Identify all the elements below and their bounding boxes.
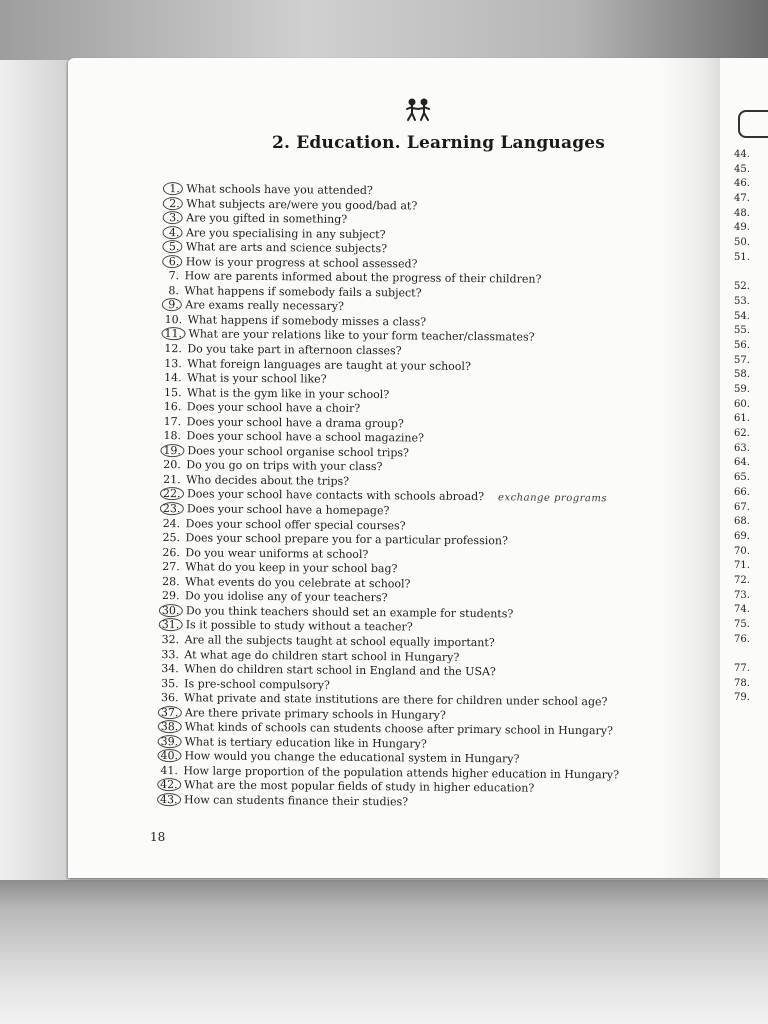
next-page-number: 45. bbox=[734, 163, 750, 175]
next-page-number: 78. bbox=[734, 677, 750, 689]
next-page-number: 50. bbox=[734, 237, 750, 249]
scan-shadow-top bbox=[0, 0, 768, 62]
question-text: Are you specialising in any subject? bbox=[182, 225, 386, 241]
question-text: What private and state institutions are there for children under school age? bbox=[180, 691, 608, 709]
question-number: 18. bbox=[163, 429, 182, 443]
question-number: 26. bbox=[162, 545, 181, 559]
question-number: 28. bbox=[162, 574, 180, 588]
next-page-number: 56. bbox=[734, 339, 750, 351]
circled-question-number: 37. bbox=[158, 706, 182, 719]
next-page-number: 76. bbox=[734, 633, 750, 645]
question-list bbox=[154, 182, 660, 812]
question-text: At what age do children start school in Hungary? bbox=[180, 647, 460, 664]
next-page-number: 65. bbox=[734, 472, 750, 484]
question-text: How are parents informed about the progress of their children? bbox=[181, 269, 542, 286]
next-page-number: 67. bbox=[734, 501, 750, 513]
next-page-number: 48. bbox=[734, 207, 750, 219]
circled-question-number: 4. bbox=[162, 226, 182, 239]
next-page-number: 73. bbox=[734, 589, 750, 601]
next-page-number: 52. bbox=[734, 281, 750, 293]
question-text: Do you go on trips with your class? bbox=[182, 458, 383, 474]
question-number: 10. bbox=[164, 312, 183, 327]
next-page-number: 66. bbox=[734, 486, 750, 498]
next-page-number: 79. bbox=[734, 692, 750, 704]
question-number: 35. bbox=[161, 676, 179, 690]
next-page-number: 57. bbox=[734, 354, 750, 366]
next-page-edge bbox=[730, 110, 768, 720]
question-number: 15. bbox=[163, 385, 182, 399]
question-text: What schools have you attended? bbox=[182, 182, 373, 198]
next-page-number: 53. bbox=[734, 295, 750, 307]
circled-question-number: 40. bbox=[157, 749, 181, 762]
question-number: 7. bbox=[168, 269, 180, 283]
next-page-number: 47. bbox=[734, 193, 750, 205]
question-number: 41. bbox=[160, 763, 178, 778]
next-page-number: 70. bbox=[734, 545, 750, 557]
circled-question-number: 19. bbox=[160, 444, 184, 457]
scan-shadow-left bbox=[0, 60, 70, 890]
question-text: Are there private primary schools in Hungary? bbox=[181, 705, 446, 722]
circled-question-number: 11. bbox=[161, 327, 185, 340]
question-text: Are you gifted in something? bbox=[182, 211, 348, 226]
next-page-number: 59. bbox=[734, 384, 750, 395]
next-page-numbers bbox=[734, 148, 750, 706]
next-page-number: 74. bbox=[734, 604, 750, 616]
circled-question-number: 6. bbox=[162, 255, 182, 268]
question-number: 29. bbox=[161, 589, 180, 603]
question-text: Does your school have a choir? bbox=[183, 400, 361, 416]
question-number: 25. bbox=[162, 531, 181, 545]
question-text: What foreign languages are taught at your school? bbox=[183, 356, 471, 373]
next-page-number: 44. bbox=[734, 149, 750, 160]
question-text: What subjects are/were you good/bad at? bbox=[182, 196, 418, 213]
next-page-number: 69. bbox=[734, 530, 750, 542]
question-text: Are exams really necessary? bbox=[181, 298, 344, 314]
circled-question-number: 9. bbox=[162, 298, 182, 311]
question-text: Does your school organise school trips? bbox=[183, 444, 410, 460]
next-page-number: 60. bbox=[734, 398, 750, 410]
scan-shadow-bottom bbox=[0, 880, 768, 1024]
circled-question-number: 43. bbox=[157, 793, 181, 806]
page-gutter-shadow bbox=[660, 58, 720, 878]
next-page-number: 68. bbox=[734, 516, 750, 528]
question-text: Does your school have contacts with schools abroad? bbox=[183, 487, 485, 504]
question-number: 34. bbox=[161, 662, 179, 676]
question-text: Does your school have a school magazine? bbox=[183, 429, 425, 445]
circled-question-number: 42. bbox=[157, 778, 181, 791]
question-text: What do you keep in your school bag? bbox=[181, 560, 398, 576]
question-number: 32. bbox=[161, 632, 180, 647]
question-text: Does your school offer special courses? bbox=[182, 516, 406, 532]
circled-question-number: 31. bbox=[159, 618, 183, 631]
question-text: Does your school have a homepage? bbox=[183, 502, 390, 518]
circled-question-number: 3. bbox=[163, 211, 183, 224]
question-text: What are your relations like to your form teacher/classmates? bbox=[184, 327, 535, 345]
question-text: Are all the subjects taught at school equally important? bbox=[181, 633, 495, 650]
page-title: 2. Education. Learning Languages bbox=[272, 133, 606, 153]
question-text: What kinds of schools can students choose after primary school in Hungary? bbox=[181, 720, 613, 738]
next-page-number bbox=[734, 266, 750, 281]
page-number: 18 bbox=[150, 830, 166, 844]
question-number: 24. bbox=[162, 516, 181, 530]
next-page-number: 72. bbox=[734, 574, 750, 586]
question-text: How is your progress at school assessed? bbox=[182, 254, 418, 271]
next-page-number: 55. bbox=[734, 325, 750, 337]
circled-question-number: 23. bbox=[160, 502, 184, 515]
question-text: When do children start school in England and the USA? bbox=[180, 662, 496, 679]
question-text: Is it possible to study without a teacher? bbox=[182, 618, 413, 634]
question-text: Do you idolise any of your teachers? bbox=[181, 589, 388, 605]
next-page-number: 58. bbox=[734, 369, 750, 381]
question-number: 33. bbox=[161, 647, 180, 661]
question-text: What are the most popular fields of study in higher education? bbox=[180, 778, 535, 796]
circled-question-number: 1. bbox=[163, 182, 183, 195]
question-text: Do you wear uniforms at school? bbox=[181, 545, 369, 561]
question-number: 8. bbox=[168, 283, 180, 298]
next-page-number: 54. bbox=[734, 310, 750, 322]
question-number: 13. bbox=[164, 356, 182, 370]
question-text: What is the gym like in your school? bbox=[183, 385, 390, 401]
question-text: What is your school like? bbox=[183, 371, 327, 386]
circled-question-number: 30. bbox=[159, 604, 183, 617]
question-number: 17. bbox=[163, 414, 182, 428]
question-number: 27. bbox=[162, 560, 180, 574]
next-page-number: 49. bbox=[734, 222, 750, 234]
circled-question-number: 38. bbox=[158, 720, 182, 733]
question-number: 21. bbox=[163, 472, 181, 487]
next-page-number: 64. bbox=[734, 457, 750, 469]
question-text: How can students finance their studies? bbox=[180, 793, 409, 809]
question-text: What is tertiary education like in Hungary? bbox=[181, 735, 427, 751]
question-text: Do you take part in afternoon classes? bbox=[183, 342, 402, 358]
question-text: What happens if somebody misses a class? bbox=[184, 313, 427, 329]
next-page-number: 75. bbox=[734, 619, 750, 630]
next-page-number: 61. bbox=[734, 413, 750, 425]
question-text: What events do you celebrate at school? bbox=[181, 574, 411, 591]
question-text: Is pre-school compulsory? bbox=[180, 676, 330, 692]
circled-question-number: 22. bbox=[160, 487, 184, 500]
next-page-heading-fragment bbox=[738, 110, 768, 138]
question-text: Does your school prepare you for a particular profession? bbox=[182, 531, 508, 548]
question-text: How would you change the educational system in Hungary? bbox=[180, 749, 520, 766]
question-number: 14. bbox=[164, 371, 182, 385]
question-number: 20. bbox=[163, 458, 181, 472]
question-number: 16. bbox=[163, 400, 182, 414]
circled-question-number: 39. bbox=[158, 735, 182, 748]
next-page-number bbox=[734, 647, 750, 662]
next-page-number: 46. bbox=[734, 178, 750, 190]
question-text: How large proportion of the population attends higher education in Hungary? bbox=[179, 764, 620, 782]
next-page-number: 77. bbox=[734, 663, 750, 675]
question-text: What happens if somebody fails a subject? bbox=[180, 284, 422, 300]
next-page-number: 62. bbox=[734, 428, 750, 440]
question-text: Does your school have a drama group? bbox=[183, 414, 404, 431]
question-number: 12. bbox=[164, 342, 182, 356]
question-number: 36. bbox=[160, 691, 179, 705]
question-text: Do you think teachers should set an example for students? bbox=[182, 604, 514, 621]
question-text: Who decides about the trips? bbox=[182, 473, 350, 488]
next-page-number: 63. bbox=[734, 442, 750, 454]
two-figures-icon bbox=[404, 98, 432, 122]
handwritten-note: exchange programs bbox=[497, 492, 608, 505]
circled-question-number: 2. bbox=[163, 197, 183, 210]
next-page-number: 71. bbox=[734, 560, 750, 572]
circled-question-number: 5. bbox=[162, 240, 182, 253]
question-text: What are arts and science subjects? bbox=[182, 240, 388, 256]
next-page-number: 51. bbox=[734, 251, 750, 263]
